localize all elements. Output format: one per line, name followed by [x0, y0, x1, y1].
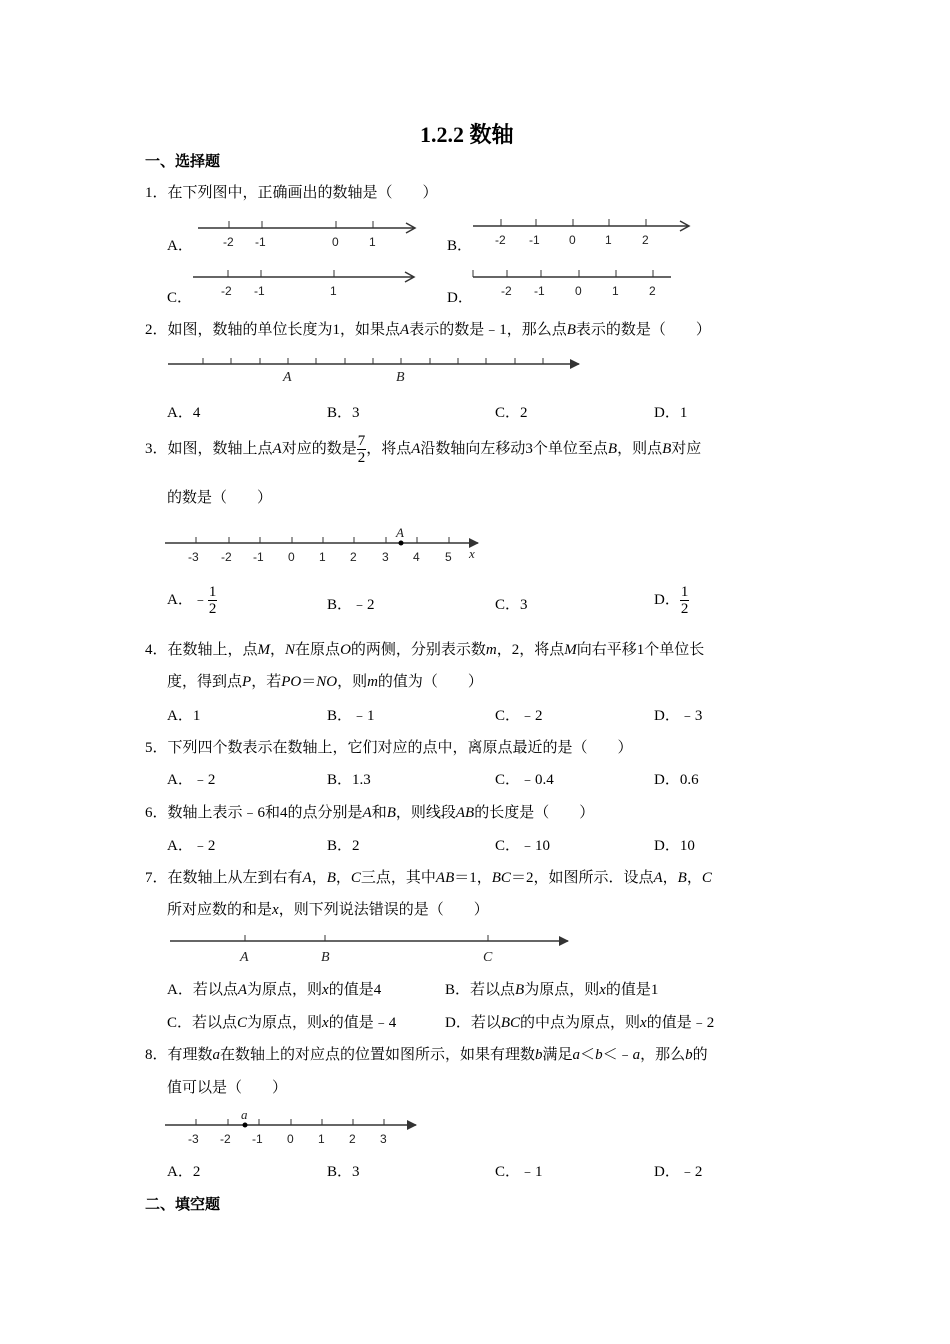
tick-label: 2 [350, 550, 357, 564]
q7-stem-line2: 所对应数的和是x，则下列说法错误的是（ ） [167, 902, 489, 918]
q8-option-b: B．3 [327, 1164, 360, 1180]
q4-option-a: A．1 [167, 708, 201, 724]
q4-option-d: D．﹣3 [654, 708, 703, 724]
q2-option-c: C．2 [495, 405, 528, 421]
q2-option-a: A．4 [167, 405, 201, 421]
tick-label: -1 [529, 233, 540, 247]
q6-option-b: B．2 [327, 838, 360, 854]
tick-label: 5 [445, 550, 452, 564]
q5-option-d: D．0.6 [654, 772, 699, 788]
tick-label: 1 [318, 1132, 325, 1146]
tick-label: 1 [319, 550, 326, 564]
q2-figure [168, 358, 580, 385]
q1-axis-d [473, 270, 671, 298]
q2-stem: 2．如图，数轴的单位长度为1，如果点A表示的数是﹣1，那么点B表示的数是（ ） [145, 322, 711, 338]
section-fill: 二、填空题 [145, 1195, 221, 1213]
q6-option-d: D．10 [654, 838, 695, 854]
page-title: 1.2.2 数轴 [420, 122, 514, 147]
tick-label: -3 [188, 1132, 199, 1146]
q5-option-c: C．﹣0.4 [495, 772, 554, 788]
q7-option-a: A．若以点A为原点，则x的值是4 [167, 982, 382, 998]
point-a [243, 1123, 248, 1128]
q6-option-c: C．﹣10 [495, 838, 551, 854]
q4-stem-line1: 4．在数轴上，点M，N在原点O的两侧，分别表示数m，2，将点M向右平移1个单位长 [145, 642, 705, 658]
q7-figure [170, 935, 569, 965]
q1-axis-c [193, 270, 414, 298]
tick-label: -2 [220, 1132, 231, 1146]
q5-stem: 5．下列四个数表示在数轴上，它们对应的点中，离原点最近的是（ ） [145, 740, 633, 756]
q3-option-c: C．3 [495, 597, 528, 613]
q1-axis-a [198, 221, 415, 249]
tick-label: 0 [569, 233, 576, 247]
q3-stem-line1: 3．如图，数轴上点A对应的数是 $\frac{7}{2}$ ，将点A沿数轴向左移动3个单位至点B，则点B对应 [145, 433, 702, 466]
axis-label-x: x [469, 546, 475, 561]
tick-label: -1 [534, 284, 545, 298]
tick-label: -2 [223, 235, 234, 249]
tick-label: 2 [349, 1132, 356, 1146]
q1-label-c: C． [167, 290, 193, 306]
tick-label: 3 [380, 1132, 387, 1146]
tick-label: -2 [221, 284, 232, 298]
tick-label: 2 [649, 284, 656, 298]
q1-label-a: A． [167, 238, 193, 254]
tick-label: -3 [188, 550, 199, 564]
point-label-a: A [396, 525, 404, 540]
axis-arrow [407, 1120, 417, 1130]
tick-label: -1 [252, 1132, 263, 1146]
q3-option-b: B．﹣2 [327, 597, 375, 613]
q2-option-b: B．3 [327, 405, 360, 421]
tick-label: -1 [255, 235, 266, 249]
q7-option-c: C．若以点C为原点，则x的值是﹣4 [167, 1015, 397, 1031]
tick-label: 1 [330, 284, 337, 298]
point-a [399, 541, 404, 546]
q3-stem-line2: 的数是（ ） [167, 490, 273, 506]
section-choice: 一、选择题 [145, 152, 221, 170]
tick-label: 4 [413, 550, 420, 564]
tick-label: 3 [382, 550, 389, 564]
q5-option-a: A．﹣2 [167, 772, 216, 788]
tick-label: 0 [288, 550, 295, 564]
q4-stem-line2: 度，得到点P，若PO＝NO，则m的值为（ ） [167, 674, 483, 690]
tick-label: -2 [501, 284, 512, 298]
tick-label: 1 [605, 233, 612, 247]
point-label-a: a [241, 1107, 248, 1122]
tick-label: -1 [254, 284, 265, 298]
q3-option-d: D． $\frac{1}{2}$ [654, 584, 689, 617]
q8-option-c: C．﹣1 [495, 1164, 543, 1180]
q1-label-d: D． [447, 290, 473, 306]
q7-option-d: D．若以BC的中点为原点，则x的值是﹣2 [445, 1015, 715, 1031]
q4-option-b: B．﹣1 [327, 708, 375, 724]
q7-stem-line1: 7．在数轴上从左到右有A，B，C三点，其中AB＝1，BC＝2，如图所示．设点A，B，C [145, 870, 712, 886]
tick-label: -1 [253, 550, 264, 564]
q8-option-d: D．﹣2 [654, 1164, 703, 1180]
q8-stem-line1: 8．有理数a在数轴上的对应点的位置如图所示，如果有理数b满足a＜b＜﹣a，那么b的 [145, 1047, 708, 1063]
q6-stem: 6．数轴上表示﹣6和4的点分别是A和B，则线段AB的长度是（ ） [145, 805, 595, 821]
tick-label: 1 [612, 284, 619, 298]
q5-option-b: B．1.3 [327, 772, 371, 788]
q8-figure [165, 1107, 417, 1146]
tick-label: 0 [332, 235, 339, 249]
q1-axis-b [473, 219, 689, 247]
axis-arrow [559, 936, 569, 946]
fraction-7-2: $\frac{7}{2}$ [357, 433, 366, 466]
q6-option-a: A．﹣2 [167, 838, 216, 854]
point-label-a: A [283, 370, 292, 385]
q4-option-c: C．﹣2 [495, 708, 543, 724]
q3-option-a: A．﹣ $\frac{1}{2}$ [167, 584, 217, 617]
q8-option-a: A．2 [167, 1164, 201, 1180]
q7-option-b: B．若以点B为原点，则x的值是1 [445, 982, 659, 998]
tick-label: -2 [495, 233, 506, 247]
q2-option-d: D．1 [654, 405, 688, 421]
tick-label: 0 [575, 284, 582, 298]
tick-label: -2 [221, 550, 232, 564]
tick-label: 0 [287, 1132, 294, 1146]
q1-label-b: B． [447, 238, 473, 254]
q3-figure [165, 525, 479, 564]
tick-label: 2 [642, 233, 649, 247]
point-label-a: A [240, 950, 249, 965]
point-label-b: B [396, 370, 405, 385]
point-label-b: B [321, 950, 330, 965]
q8-stem-line2: 值可以是（ ） [167, 1080, 288, 1096]
point-label-c: C [483, 950, 493, 965]
axis-arrow [570, 359, 580, 369]
q1-stem: 1．在下列图中，正确画出的数轴是（ ） [145, 185, 438, 201]
tick-label: 1 [369, 235, 376, 249]
